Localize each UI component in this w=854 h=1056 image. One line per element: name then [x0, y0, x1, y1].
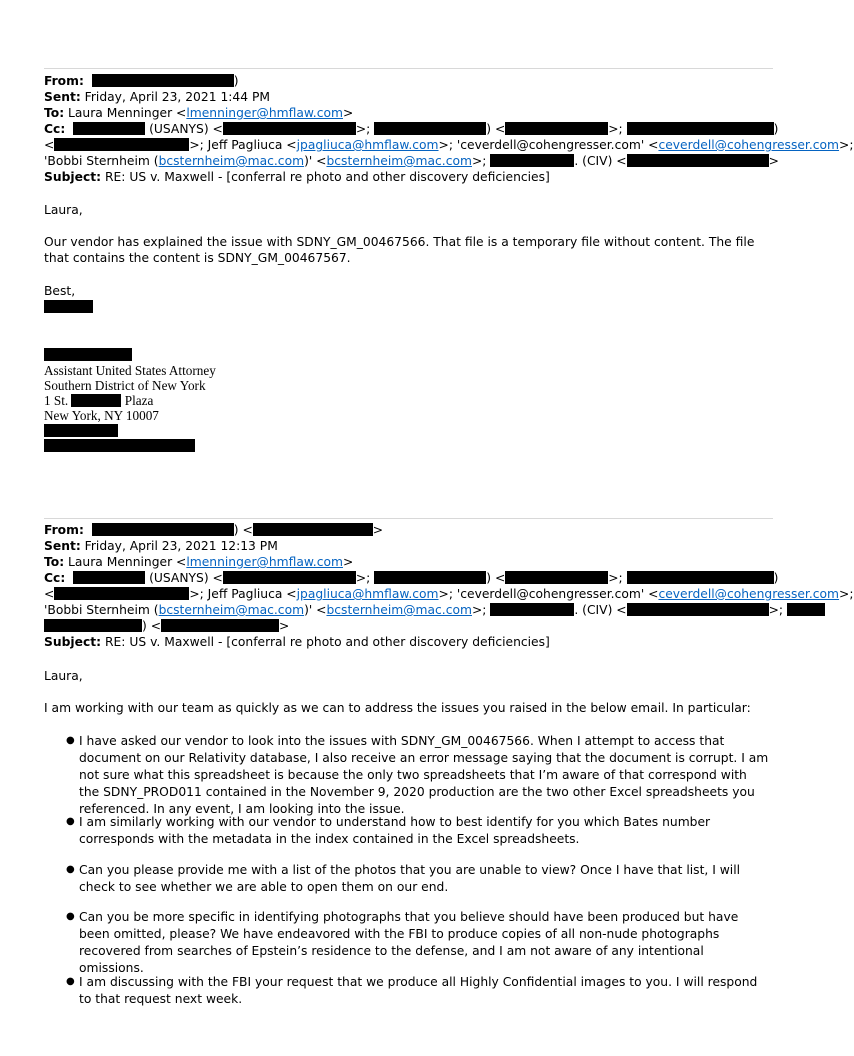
sig-title: Assistant United States Attorney	[44, 363, 216, 378]
redaction	[92, 74, 234, 87]
email-link[interactable]: bcsternheim@mac.com	[158, 154, 305, 168]
redaction	[627, 154, 769, 167]
redaction	[44, 439, 195, 452]
list-item: Can you please provide me with a list of the photos that you are unable to view? Once I have that list, I will check to see whether we are able to open them on our end.	[79, 863, 741, 894]
redaction	[73, 122, 145, 135]
email1-cc-line-2: < >; Jeff Pagliuca <jpagliuca@hmflaw.com>; 'ceverdell@cohengresser.com' <ceverdell@cohengresser.com>;	[44, 138, 854, 152]
redaction	[223, 571, 356, 584]
from-label: From:	[44, 523, 84, 537]
email2-subject-line	[44, 634, 550, 650]
redaction	[54, 138, 189, 151]
cc-label: Cc:	[44, 571, 66, 585]
email2-intro: I am working with our team as quickly as we can to address the issues you raised in the below email. In particular:	[44, 701, 751, 715]
sent-label: Sent:	[44, 90, 81, 104]
list-item: Can you be more specific in identifying photographs that you believe should have been produced but have been omitted, please? We have endeavored with the FBI to produce copies of all non-nude photographs recovered from searches of Epstein’s residence to the defense, and I am not aware of any intentional omissions.	[79, 910, 739, 975]
redaction	[92, 523, 234, 536]
redaction	[374, 571, 486, 584]
email-link[interactable]: bcsternheim@mac.com	[326, 154, 472, 168]
email2-sent-line	[44, 538, 278, 554]
email1-cc-line-3: 'Bobbi Sternheim (bcsternheim@mac.com)' <bcsternheim@mac.com>; . (CIV) < >	[44, 154, 779, 168]
sig-address: 1 St. Plaza	[44, 393, 154, 408]
email-link[interactable]: ceverdell@cohengresser.com	[658, 587, 840, 601]
sent-date: Friday, April 23, 2021 1:44 PM	[84, 90, 270, 104]
email-separator	[44, 518, 773, 519]
redaction	[253, 523, 373, 536]
list-item: I am discussing with the FBI your request that we produce all Highly Confidential images to you. I will respond to that request next week.	[79, 975, 758, 1006]
email2-cc-line-1: Cc: (USANYS) < >; ) < >; )	[44, 571, 779, 585]
redaction	[505, 571, 608, 584]
bullet-marker: ●	[66, 911, 75, 922]
redaction	[490, 603, 574, 616]
subject-text: RE: US v. Maxwell - [conferral re photo and other discovery deficiencies]	[104, 170, 550, 184]
email1-greeting: Laura,	[44, 203, 83, 217]
email-link[interactable]: bcsternheim@mac.com	[158, 603, 305, 617]
email-link[interactable]: jpagliuca@hmflaw.com	[296, 587, 439, 601]
redaction	[73, 571, 145, 584]
list-item: I have asked our vendor to look into the issues with SDNY_GM_00467566. When I attempt to access that document on our Relativity database, I also receive an error message saying that the document is corrupt. I am not sure what this spreadsheet is because the only two spreadsheets that I’m aware of that correspond with the SDNY_PROD011 contained in the November 9, 2020 production are the two other Excel spreadsheets you referenced. In any event, I am looking into the issue.	[79, 734, 769, 816]
subject-label: Subject:	[44, 635, 102, 649]
email1-closing: Best,	[44, 284, 76, 298]
redaction	[490, 154, 574, 167]
redaction	[44, 300, 93, 313]
redaction	[787, 603, 825, 616]
email-link[interactable]: lmenninger@hmflaw.com	[186, 106, 343, 120]
redaction	[161, 619, 279, 632]
bullet-marker: ●	[66, 735, 75, 746]
email1-cc-line-1: Cc: (USANYS) < >; ) < >; )	[44, 122, 779, 136]
sent-date: Friday, April 23, 2021 12:13 PM	[84, 539, 278, 553]
redaction	[223, 122, 356, 135]
email-link[interactable]: ceverdell@cohengresser.com	[658, 138, 840, 152]
redaction	[627, 603, 769, 616]
email1-body: Our vendor has explained the issue with SDNY_GM_00467566. That file is a temporary file without content. The file that contains the content is SDNY_GM_00467567.	[44, 235, 755, 265]
email-link[interactable]: bcsternheim@mac.com	[326, 603, 472, 617]
email2-from-line: From: ) < >	[44, 523, 384, 537]
to-label: To:	[44, 555, 65, 569]
email1-subject-line	[44, 169, 550, 185]
redaction	[505, 122, 608, 135]
email-separator	[44, 68, 773, 69]
email2-to-line: To: Laura Menninger <lmenninger@hmflaw.com>	[44, 555, 354, 569]
redaction	[627, 571, 774, 584]
email2-cc-line-4: ) < >	[44, 618, 289, 634]
email1-sent-line	[44, 89, 270, 105]
email-link[interactable]: jpagliuca@hmflaw.com	[296, 138, 439, 152]
cc-label: Cc:	[44, 122, 66, 136]
bullet-marker: ●	[66, 864, 75, 875]
redaction	[374, 122, 486, 135]
email1-to-line: To: Laura Menninger <lmenninger@hmflaw.com>	[44, 106, 354, 120]
email2-greeting: Laura,	[44, 669, 83, 683]
subject-text: RE: US v. Maxwell - [conferral re photo and other discovery deficiencies]	[104, 635, 550, 649]
redaction	[71, 394, 121, 407]
sent-label: Sent:	[44, 539, 81, 553]
redaction	[44, 619, 142, 632]
email2-cc-line-2: < >; Jeff Pagliuca <jpagliuca@hmflaw.com>; 'ceverdell@cohengresser.com' <ceverdell@cohengresser.com>;	[44, 587, 854, 601]
email2-cc-line-3: 'Bobbi Sternheim (bcsternheim@mac.com)' <bcsternheim@mac.com>; . (CIV) < >;	[44, 602, 825, 618]
email-link[interactable]: lmenninger@hmflaw.com	[186, 555, 343, 569]
subject-label: Subject:	[44, 170, 102, 184]
redaction	[627, 122, 774, 135]
sig-office: Southern District of New York	[44, 378, 206, 393]
email1-from-line: From: )	[44, 74, 239, 88]
sig-city: New York, NY 10007	[44, 408, 159, 423]
redaction	[54, 587, 189, 600]
bullet-marker: ●	[66, 976, 75, 987]
list-item: I am similarly working with our vendor to understand how to best identify for you which Bates number corresponds with the metadata in the index contained in the Excel spreadsheets.	[79, 815, 711, 846]
to-label: To:	[44, 106, 65, 120]
redaction	[44, 424, 118, 437]
redaction	[44, 348, 132, 361]
from-label: From:	[44, 74, 84, 88]
bullet-marker: ●	[66, 816, 75, 827]
